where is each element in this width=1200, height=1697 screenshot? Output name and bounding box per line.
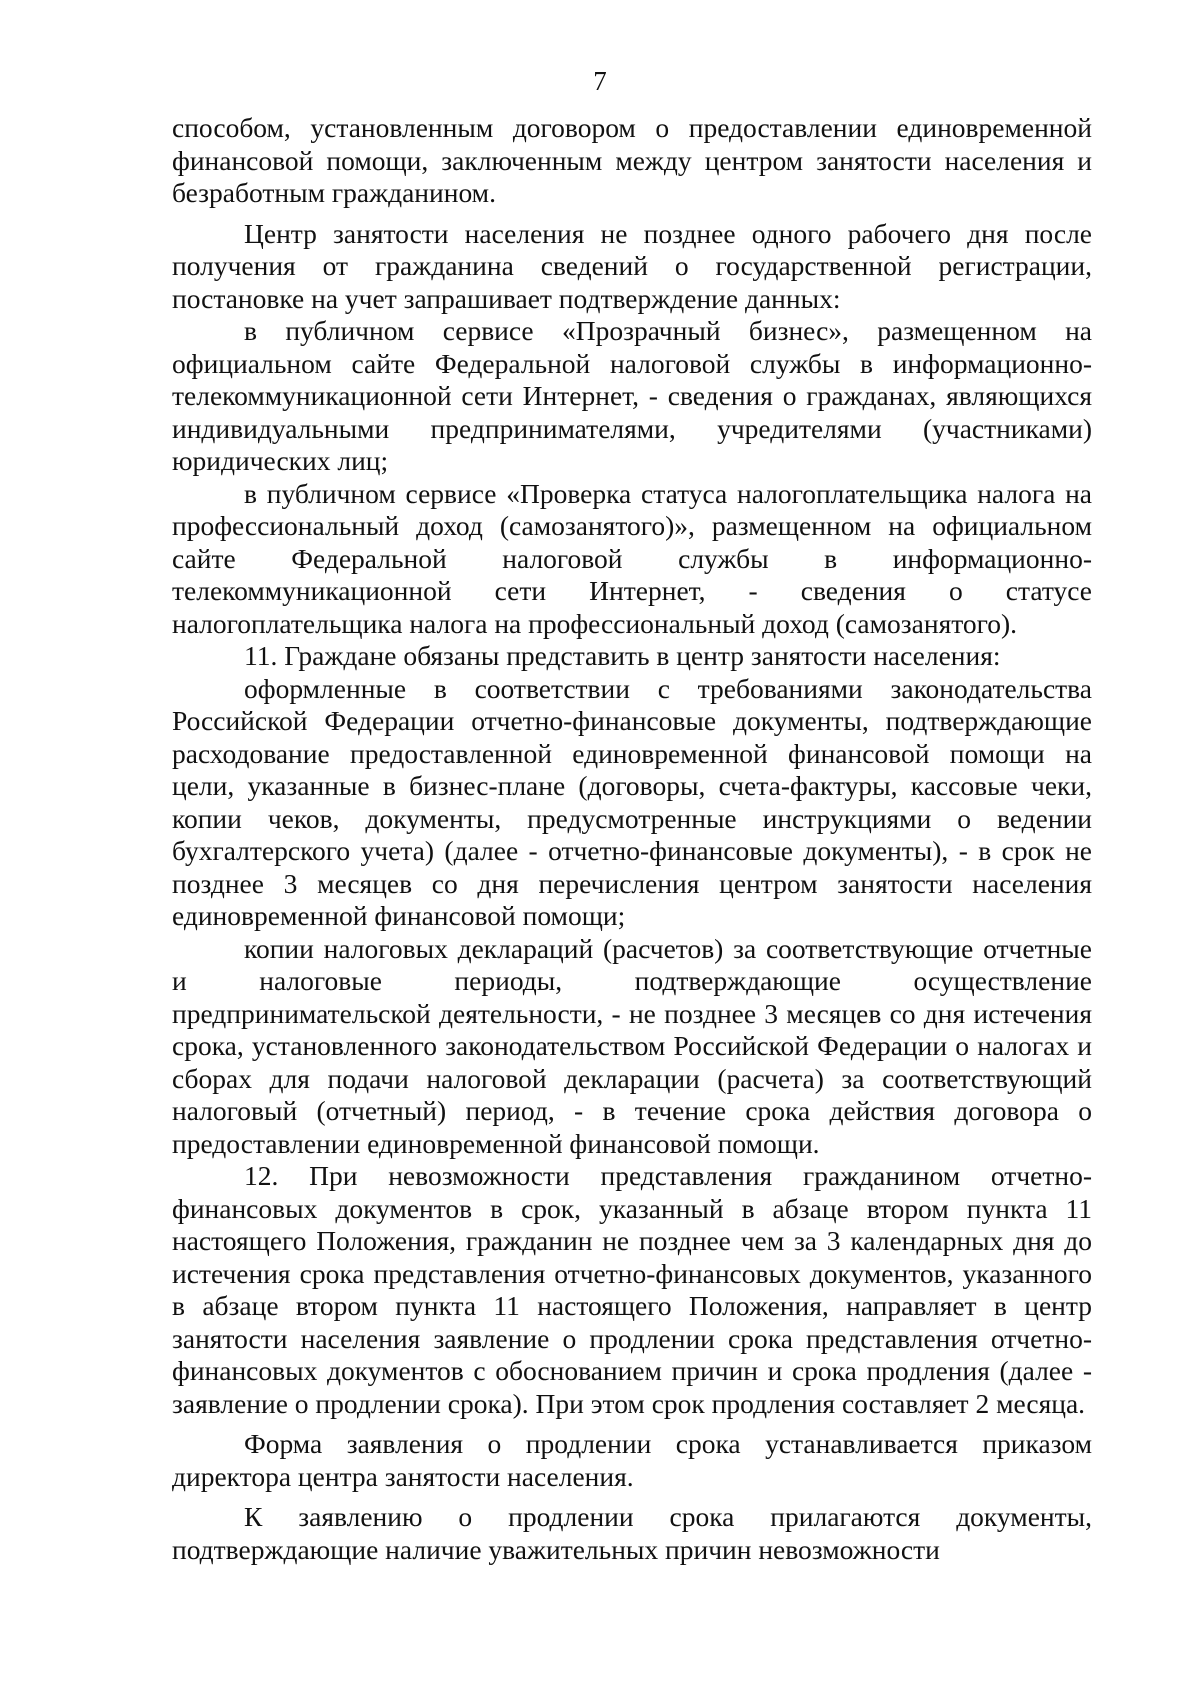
paragraph: Центр занятости населения не позднее одного рабочего дня после получения от гражданина сведений о государственной регистрации, постановке на учет запрашивает подтверждение данных:	[172, 217, 1092, 314]
paragraph: копии налоговых деклараций (расчетов) за соответствующие отчетные и налоговые периоды, подтверждающие осуществление предпринимательской деятельности, - не позднее 3 месяцев со дня истечения срока, установленного законодательством Российской Федерации о налогах и сборах для подачи налоговой декларации (расчета) за соответствующий налоговый (отчетный) период, - в течение срока действия договора о предоставлении единовременной финансовой помощи.	[172, 932, 1092, 1159]
page-number: 7	[593, 66, 607, 96]
paragraph: Форма заявления о продлении срока устанавливается приказом директора центра занятости населения.	[172, 1428, 1092, 1492]
document-body	[172, 112, 1092, 1566]
paragraph-clause-12: 12. При невозможности представления гражданином отчетно-финансовых документов в срок, указанный в абзаце втором пункта 11 настоящего Положения, гражданин не позднее чем за 3 календарных дня до истечения срока представления отчетно-финансовых документов, указанного в абзаце втором пункта 11 настоящего Положения, направляет в центр занятости населения заявление о продлении срока представления отчетно-финансовых документов с обоснованием причин и срока продления (далее - заявление о продлении срока). При этом срок продления составляет 2 месяца.	[172, 1160, 1092, 1419]
paragraph-continuation: способом, установленным договором о предоставлении единовременной финансовой помощи, заключенным между центром занятости населения и безработным гражданином.	[172, 112, 1092, 208]
paragraph: в публичном сервисе «Прозрачный бизнес», размещенном на официальном сайте Федеральной налоговой службы в информационно-телекоммуникационной сети Интернет, - сведения о гражданах, являющихся индивидуальными предпринимателями, учредителями (участниками) юридических лиц;	[172, 315, 1092, 476]
paragraph-clause-11: 11. Граждане обязаны представить в центр занятости населения:	[244, 640, 1001, 671]
paragraph: оформленные в соответствии с требованиями законодательства Российской Федерации отчетно-финансовые документы, подтверждающие расходование предоставленной единовременной финансовой помощи на цели, указанные в бизнес-плане (договоры, счета-фактуры, кассовые чеки, копии чеков, документы, предусмотренные инструкциями о ведении бухгалтерского учета) (далее - отчетно-финансовые документы), - в срок не позднее 3 месяцев со дня перечисления центром занятости населения единовременной финансовой помощи;	[172, 672, 1092, 931]
paragraph: в публичном сервисе «Проверка статуса налогоплательщика налога на профессиональный доход (самозанятого)», размещенном на официальном сайте Федеральной налоговой службы в информационно-телекоммуникационной сети Интернет, - сведения о статусе налогоплательщика налога на профессиональный доход (самозанятого).	[172, 477, 1092, 639]
paragraph: К заявлению о продлении срока прилагаются документы, подтверждающие наличие уважительных причин невозможности	[172, 1501, 1092, 1565]
